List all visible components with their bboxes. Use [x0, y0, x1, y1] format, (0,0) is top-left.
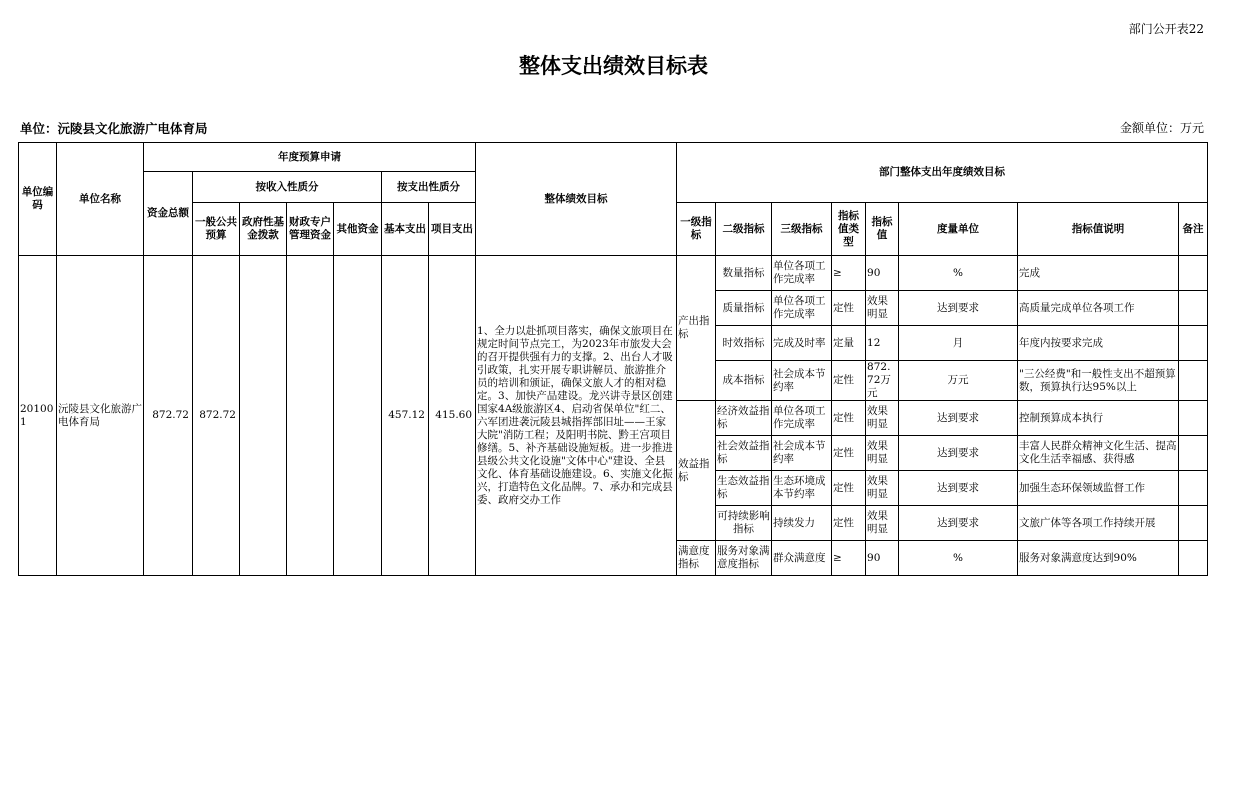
value-desc-cell: "三公经费"和一般性支出不超预算数，预算执行达95%以上 — [1018, 361, 1179, 401]
header-annual-budget: 年度预算申请 — [144, 143, 476, 172]
value-desc-cell: 加强生态环保领域监督工作 — [1018, 471, 1179, 506]
remark-cell — [1179, 436, 1208, 471]
level2-cell: 经济效益指标 — [716, 401, 772, 436]
level1-cell: 产出指标 — [677, 256, 716, 401]
header-total-funds: 资金总额 — [144, 172, 193, 256]
header-level2: 二级指标 — [716, 203, 772, 256]
basic-expense-cell: 457.12 — [382, 256, 429, 576]
header-measure-unit: 度量单位 — [899, 203, 1018, 256]
level3-cell: 生态环境成本节约率 — [772, 471, 832, 506]
gov-fund-cell — [240, 256, 287, 576]
header-by-income: 按收入性质分 — [193, 172, 382, 203]
remark-cell — [1179, 506, 1208, 541]
value-type-cell: ≥ — [832, 541, 866, 576]
measure-unit-cell: 达到要求 — [899, 436, 1018, 471]
remark-cell — [1179, 471, 1208, 506]
level3-cell: 群众满意度 — [772, 541, 832, 576]
remark-cell — [1179, 256, 1208, 291]
value-type-cell: 定性 — [832, 436, 866, 471]
header-basic-expense: 基本支出 — [382, 203, 429, 256]
unit-label: 单位：沅陵县文化旅游广电体育局 — [20, 121, 208, 136]
value-cell: 效果明显 — [866, 436, 899, 471]
project-expense-cell: 415.60 — [429, 256, 476, 576]
measure-unit-cell: 达到要求 — [899, 506, 1018, 541]
measure-unit-cell: 达到要求 — [899, 471, 1018, 506]
measure-unit-cell: % — [899, 541, 1018, 576]
value-cell: 效果明显 — [866, 471, 899, 506]
header-unit-code: 单位编码 — [19, 143, 57, 256]
value-desc-cell: 控制预算成本执行 — [1018, 401, 1179, 436]
header-value-desc: 指标值说明 — [1018, 203, 1179, 256]
value-desc-cell: 高质量完成单位各项工作 — [1018, 291, 1179, 326]
header-project-expense: 项目支出 — [429, 203, 476, 256]
measure-unit-cell: 月 — [899, 326, 1018, 361]
other-fund-cell — [334, 256, 382, 576]
level2-cell: 可持续影响指标 — [716, 506, 772, 541]
remark-cell — [1179, 291, 1208, 326]
remark-cell — [1179, 361, 1208, 401]
measure-unit-cell: 达到要求 — [899, 291, 1018, 326]
level3-cell: 持续发力 — [772, 506, 832, 541]
value-cell: 效果明显 — [866, 401, 899, 436]
header-remark: 备注 — [1179, 203, 1208, 256]
value-type-cell: 定量 — [832, 326, 866, 361]
value-desc-cell: 年度内按要求完成 — [1018, 326, 1179, 361]
value-type-cell: 定性 — [832, 361, 866, 401]
value-desc-cell: 完成 — [1018, 256, 1179, 291]
level2-cell: 成本指标 — [716, 361, 772, 401]
measure-unit-cell: % — [899, 256, 1018, 291]
value-cell: 效果明显 — [866, 506, 899, 541]
level1-cell: 满意度指标 — [677, 541, 716, 576]
header-value-type: 指标值类型 — [832, 203, 866, 256]
value-cell: 12 — [866, 326, 899, 361]
header-general-budget: 一般公共预算 — [193, 203, 240, 256]
level3-cell: 单位各项工作完成率 — [772, 401, 832, 436]
total-funds-cell: 872.72 — [144, 256, 193, 576]
value-cell: 90 — [866, 256, 899, 291]
performance-table — [18, 142, 1208, 576]
level3-cell: 社会成本节约率 — [772, 436, 832, 471]
value-cell: 效果明显 — [866, 291, 899, 326]
value-type-cell: 定性 — [832, 471, 866, 506]
page-tag: 部门公开表22 — [1128, 22, 1204, 36]
level2-cell: 时效指标 — [716, 326, 772, 361]
header-gov-fund: 政府性基金拨款 — [240, 203, 287, 256]
table-row — [19, 256, 1208, 291]
general-budget-cell: 872.72 — [193, 256, 240, 576]
value-desc-cell: 服务对象满意度达到90% — [1018, 541, 1179, 576]
header-unit-name: 单位名称 — [57, 143, 144, 256]
level1-cell: 效益指标 — [677, 401, 716, 541]
level2-cell: 数量指标 — [716, 256, 772, 291]
level3-cell: 完成及时率 — [772, 326, 832, 361]
header-overall-goal: 整体绩效目标 — [476, 143, 677, 256]
amount-unit: 金额单位：万元 — [1119, 121, 1204, 135]
header-dept-goal: 部门整体支出年度绩效目标 — [677, 143, 1208, 203]
unit-code-cell: 201001 — [19, 256, 57, 576]
value-type-cell: 定性 — [832, 291, 866, 326]
level2-cell: 生态效益指标 — [716, 471, 772, 506]
page-title: 整体支出绩效目标表 — [519, 54, 708, 78]
header-special-fund: 财政专户管理资金 — [287, 203, 334, 256]
remark-cell — [1179, 541, 1208, 576]
level2-cell: 服务对象满意度指标 — [716, 541, 772, 576]
header-level3: 三级指标 — [772, 203, 832, 256]
special-fund-cell — [287, 256, 334, 576]
value-desc-cell: 文旅广体等各项工作持续开展 — [1018, 506, 1179, 541]
measure-unit-cell: 万元 — [899, 361, 1018, 401]
value-cell: 90 — [866, 541, 899, 576]
header-other-fund: 其他资金 — [334, 203, 382, 256]
remark-cell — [1179, 326, 1208, 361]
level2-cell: 质量指标 — [716, 291, 772, 326]
level2-cell: 社会效益指标 — [716, 436, 772, 471]
measure-unit-cell: 达到要求 — [899, 401, 1018, 436]
header-level1: 一级指标 — [677, 203, 716, 256]
value-type-cell: ≥ — [832, 256, 866, 291]
remark-cell — [1179, 401, 1208, 436]
header-value: 指标值 — [866, 203, 899, 256]
unit-name-cell: 沅陵县文化旅游广电体育局 — [57, 256, 144, 576]
value-cell: 872.72万元 — [866, 361, 899, 401]
level3-cell: 单位各项工作完成率 — [772, 256, 832, 291]
header-by-expense: 按支出性质分 — [382, 172, 476, 203]
overall-goal-cell: 1、全力以赴抓项目落实，确保文旅项目在规定时间节点完工，为2023年市旅发大会的召开提供强有力的支撑。2、出台人才吸引政策，扎实开展专职讲解员、旅游推介员的培训和颁证，确保文旅人才的相对稳定。3、加快产品建设。龙兴讲寺景区创建国家4A级旅游区4、启动省保单位"红二、六军团进袭沅陵县城指挥部旧址——王家大院"消防工程；及阳明书院、黔王宫项目修缮。5、补齐基础设施短板。进一步推进县级公共文化设施"文体中心"建设、全县文化、体育基础设施建设。6、实施文化振兴，打造特色文化品牌。7、承办和完成县委、政府交办工作 — [476, 256, 677, 576]
level3-cell: 社会成本节约率 — [772, 361, 832, 401]
value-type-cell: 定性 — [832, 401, 866, 436]
value-type-cell: 定性 — [832, 506, 866, 541]
level3-cell: 单位各项工作完成率 — [772, 291, 832, 326]
value-desc-cell: 丰富人民群众精神文化生活、提高文化生活幸福感、获得感 — [1018, 436, 1179, 471]
